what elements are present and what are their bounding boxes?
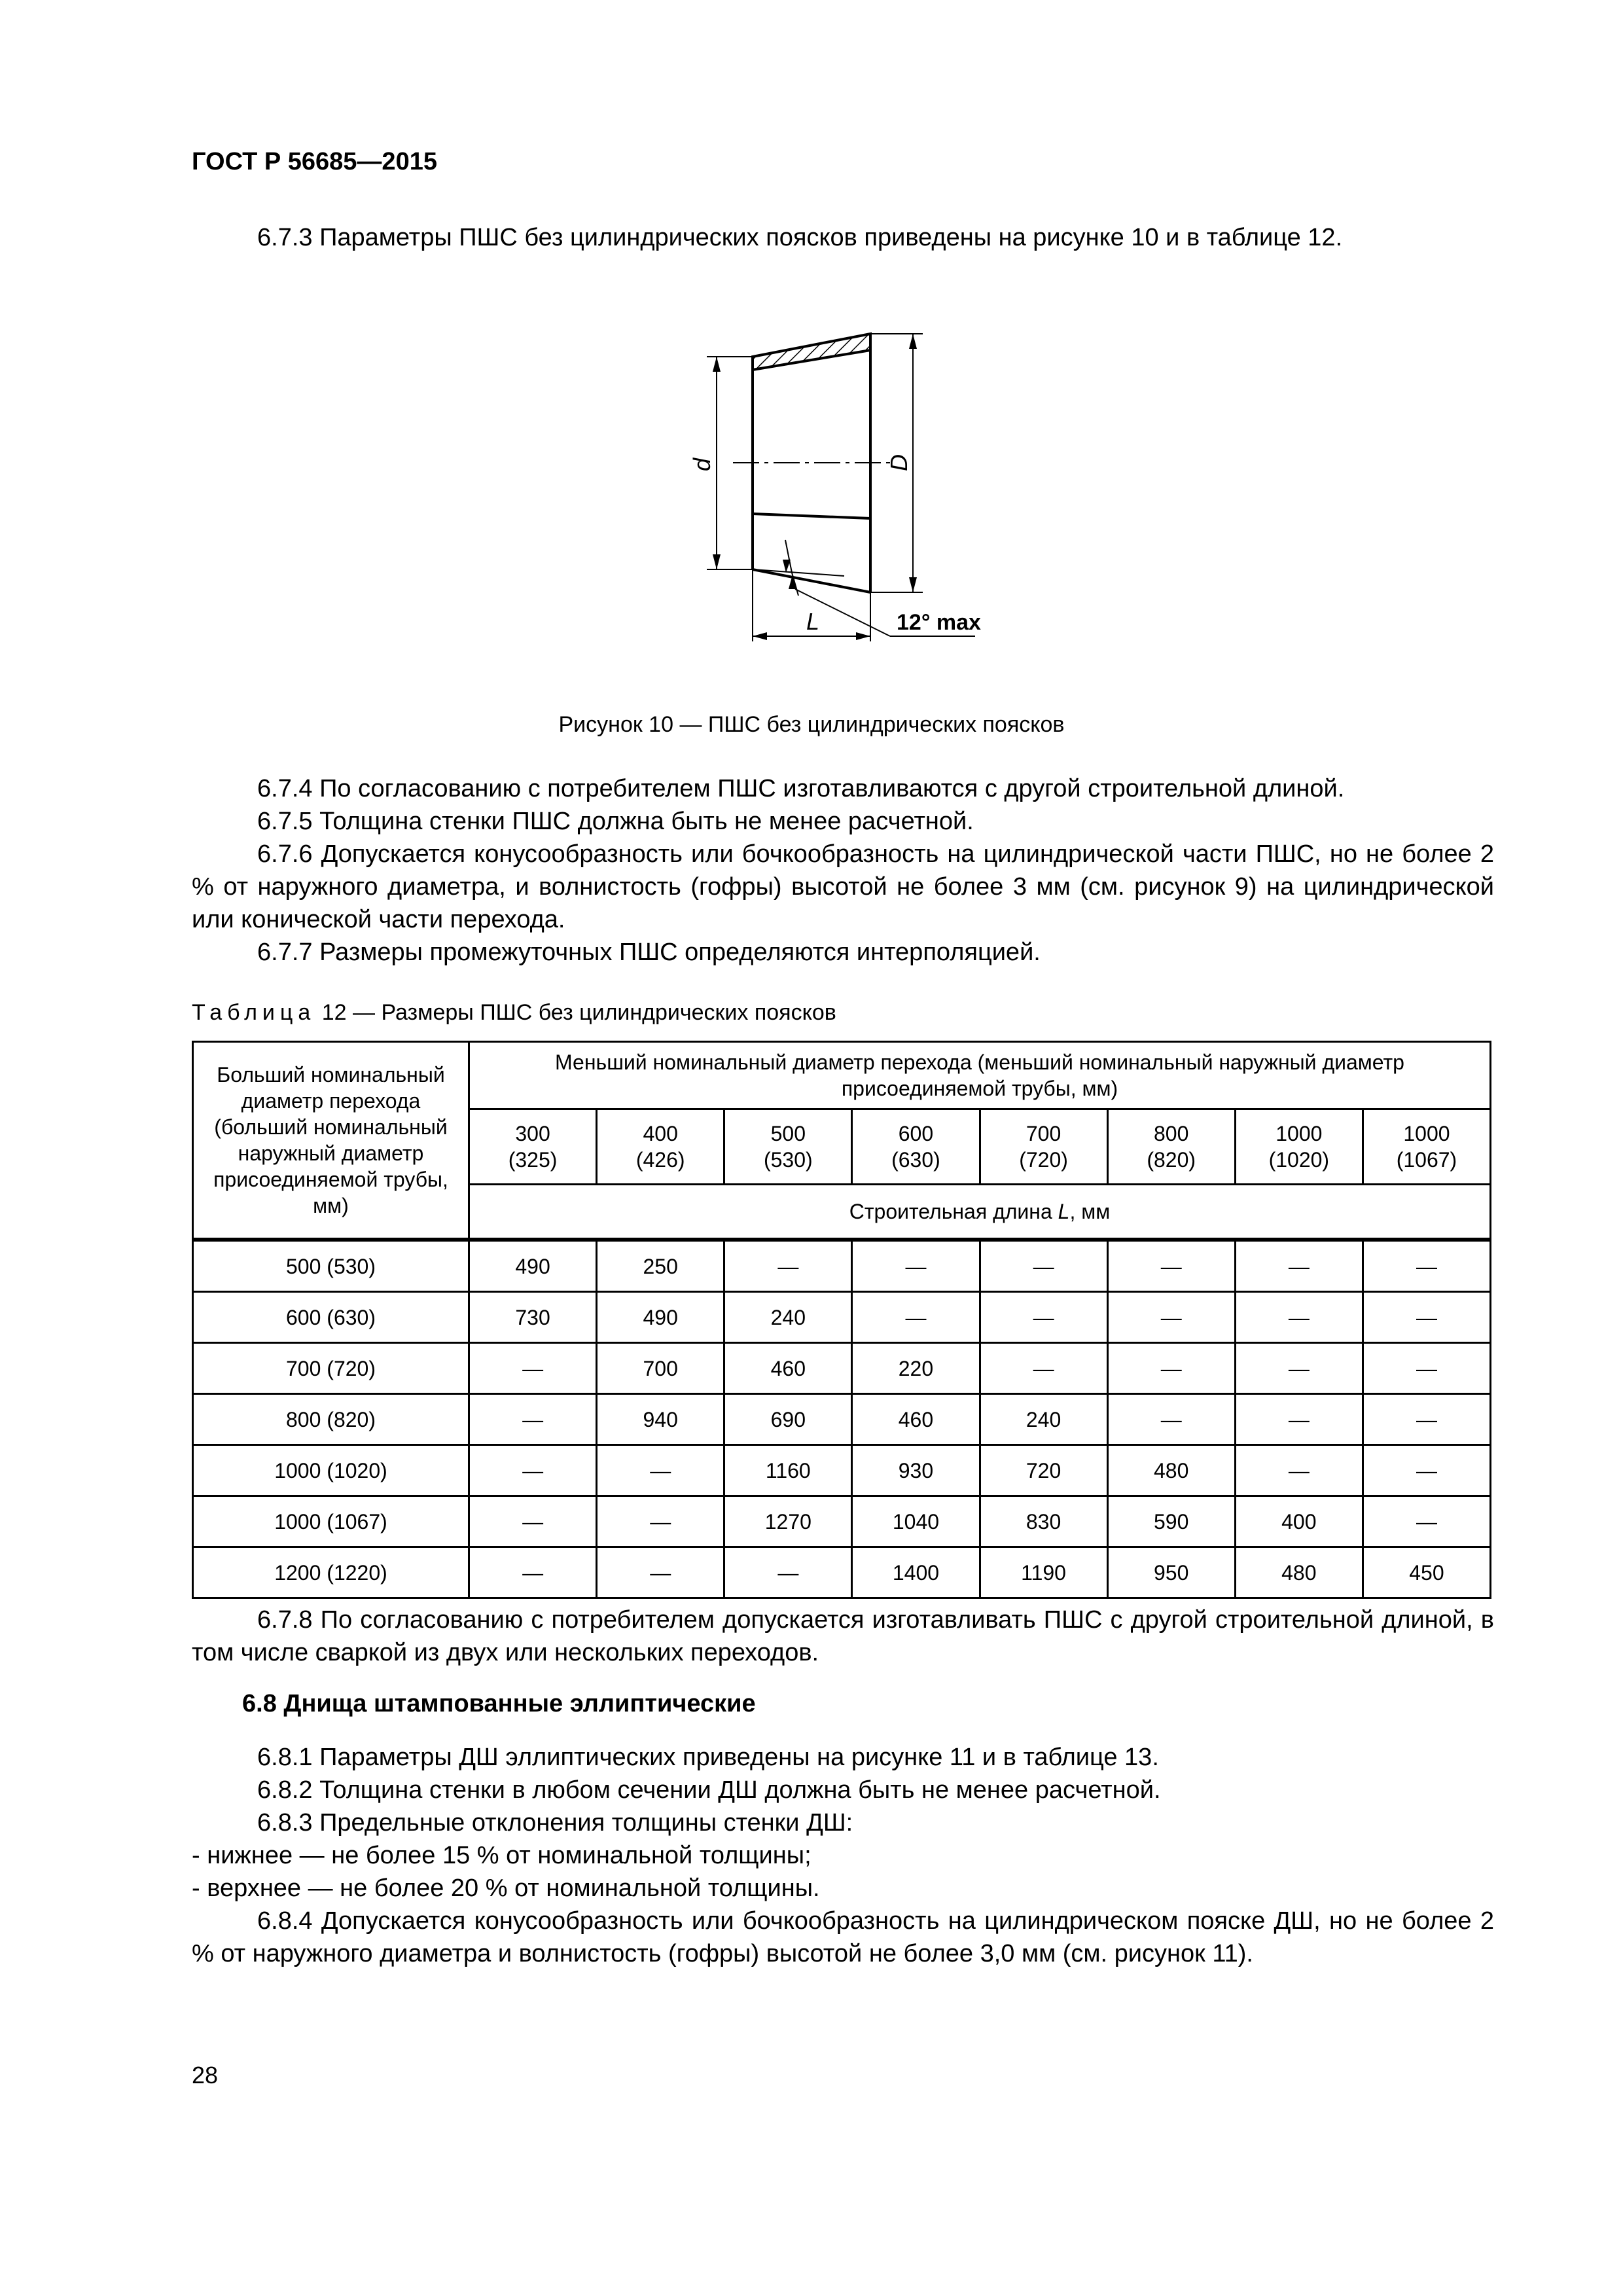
table-cell: 400: [1235, 1496, 1363, 1547]
table-cell: 480: [1107, 1445, 1235, 1496]
bottom-wall: [753, 569, 870, 592]
paragraph-6-7-4: 6.7.4 По согласованию с потребителем ПШС изготавливаются с другой строительной длиной.: [257, 775, 1345, 802]
paragraphs-6-7-4-to-6-7-7: [192, 772, 1494, 969]
table-cell: 830: [980, 1496, 1107, 1547]
paragraph-6-8-2: 6.8.2 Толщина стенки в любом сечении ДШ должна быть не менее расчетной.: [257, 1776, 1161, 1804]
table-cell: —: [1235, 1445, 1363, 1496]
row-label-cell: 1000 (1067): [193, 1496, 469, 1547]
row-label-cell: 1200 (1220): [193, 1547, 469, 1598]
table-12-caption: Таблица 12 — Размеры ПШС без цилиндрических поясков: [192, 1000, 836, 1025]
table-row: [193, 1496, 1491, 1547]
column-header: 700 (720): [980, 1109, 1107, 1185]
table-cell: 1040: [852, 1496, 980, 1547]
L-label: L: [806, 608, 820, 635]
section-6-8-body: [192, 1741, 1494, 1970]
table-cell: —: [1107, 1394, 1235, 1445]
table-cell: —: [1363, 1496, 1490, 1547]
row-label-cell: 800 (820): [193, 1394, 469, 1445]
row-header-cell: Больший номинальный диаметр перехода (больший номинальный наружный диаметр присоединяемой трубы, мм): [193, 1042, 469, 1240]
table-cell: 240: [724, 1292, 852, 1343]
table-row: [193, 1445, 1491, 1496]
table-cell: 1160: [724, 1445, 852, 1496]
table-cell: —: [980, 1292, 1107, 1343]
column-header: 500 (530): [724, 1109, 852, 1185]
column-header: 1000 (1067): [1363, 1109, 1490, 1185]
table-cell: —: [1235, 1292, 1363, 1343]
table-cell: —: [469, 1445, 597, 1496]
column-header: 300 (325): [469, 1109, 597, 1185]
table-cell: 930: [852, 1445, 980, 1496]
paragraph-6-7-5: 6.7.5 Толщина стенки ПШС должна быть не менее расчетной.: [257, 808, 974, 835]
row-label-cell: 700 (720): [193, 1343, 469, 1394]
paragraph-6-7-3: 6.7.3 Параметры ПШС без цилиндрических поясков приведены на рисунке 10 и в таблице 12.: [257, 224, 1343, 251]
table-cell: —: [1235, 1240, 1363, 1292]
table-cell: —: [852, 1240, 980, 1292]
inner-line: [753, 514, 870, 518]
table-cell: 590: [1107, 1496, 1235, 1547]
table-cell: 1190: [980, 1547, 1107, 1598]
table-cell: —: [469, 1547, 597, 1598]
d-label: d: [688, 457, 715, 471]
table-cell: —: [1363, 1240, 1490, 1292]
figure-10-caption: Рисунок 10 — ПШС без цилиндрических поясков: [558, 712, 1065, 737]
table-cell: —: [1363, 1343, 1490, 1394]
table-row: [193, 1394, 1491, 1445]
table-cell: —: [1363, 1292, 1490, 1343]
D-label: D: [885, 454, 912, 471]
table-cell: —: [724, 1240, 852, 1292]
table-row: [193, 1547, 1491, 1598]
paragraph-6-7-6: 6.7.6 Допускается конусообразность или бочкообразность на цилиндрической части ПШС, но не более 2 % от наружного диаметра, и волнистость (гофры) высотой не более 3 мм (см. рисунок 9) на цилиндрической или конической части перехода.: [192, 840, 1494, 933]
table-cell: —: [852, 1292, 980, 1343]
table-12: [192, 1041, 1491, 1599]
table-cell: —: [1235, 1394, 1363, 1445]
table-cell: 460: [852, 1394, 980, 1445]
table-cell: 460: [724, 1343, 852, 1394]
table-cell: 450: [1363, 1547, 1490, 1598]
table-cell: 220: [852, 1343, 980, 1394]
length-header: Строительная длина L, мм: [469, 1185, 1491, 1240]
table-cell: —: [724, 1547, 852, 1598]
table-cell: 1270: [724, 1496, 852, 1547]
paragraph-6-8-1: 6.8.1 Параметры ДШ эллиптических приведены на рисунке 11 и в таблице 13.: [257, 1744, 1159, 1771]
bullet-upper: - верхнее — не более 20 % от номинальной толщины.: [192, 1874, 820, 1902]
table-cell: —: [1107, 1343, 1235, 1394]
column-header: 800 (820): [1107, 1109, 1235, 1185]
table-cell: 480: [1235, 1547, 1363, 1598]
column-header: 1000 (1020): [1235, 1109, 1363, 1185]
bullet-lower: - нижнее — не более 15 % от номинальной толщины;: [192, 1842, 812, 1869]
column-group-header: Меньший номинальный диаметр перехода (меньший номинальный наружный диаметр присоединяемой трубы, мм): [469, 1042, 1491, 1109]
table-cell: 690: [724, 1394, 852, 1445]
paragraph-6-7-7: 6.7.7 Размеры промежуточных ПШС определяются интерполяцией.: [257, 939, 1041, 966]
table-cell: 950: [1107, 1547, 1235, 1598]
table-cell: —: [1363, 1445, 1490, 1496]
row-label-cell: 600 (630): [193, 1292, 469, 1343]
table-cell: —: [469, 1394, 597, 1445]
table-cell: —: [469, 1343, 597, 1394]
table-cell: 940: [597, 1394, 724, 1445]
top-wall-hatched: [753, 334, 870, 370]
figure-10-drawing: [688, 314, 1073, 655]
paragraph-6-8-4: 6.8.4 Допускается конусообразность или бочкообразность на цилиндрическом пояске ДШ, но не более 2 % от наружного диаметра и волнистость (гофры) высотой не более 3,0 мм (см. рисунок 11).: [192, 1907, 1494, 1967]
column-header: 600 (630): [852, 1109, 980, 1185]
table-cell: —: [980, 1240, 1107, 1292]
table-cell: —: [1107, 1292, 1235, 1343]
table-cell: 240: [980, 1394, 1107, 1445]
table-cell: 250: [597, 1240, 724, 1292]
table-row: [193, 1343, 1491, 1394]
section-6-8-title: 6.8 Днища штампованные эллиптические: [242, 1690, 756, 1717]
table-row: [193, 1240, 1491, 1292]
row-label-cell: 500 (530): [193, 1240, 469, 1292]
document-header: ГОСТ Р 56685—2015: [192, 148, 437, 175]
row-label-cell: 1000 (1020): [193, 1445, 469, 1496]
paragraph-6-7-8: 6.7.8 По согласованию с потребителем допускается изготавливать ПШС с другой строительной длиной, в том числе сваркой из двух или нескольких переходов.: [192, 1606, 1494, 1666]
angle-label: 12° max: [897, 610, 981, 635]
table-cell: 720: [980, 1445, 1107, 1496]
table-cell: —: [597, 1496, 724, 1547]
table-cell: —: [980, 1343, 1107, 1394]
table-cell: —: [1235, 1343, 1363, 1394]
table-cell: —: [1107, 1240, 1235, 1292]
table-row: [193, 1292, 1491, 1343]
table-cell: —: [1363, 1394, 1490, 1445]
paragraph-6-8-3: 6.8.3 Предельные отклонения толщины стенки ДШ:: [257, 1809, 853, 1837]
table-cell: —: [469, 1496, 597, 1547]
table-cell: —: [597, 1547, 724, 1598]
table-cell: 700: [597, 1343, 724, 1394]
table-cell: 1400: [852, 1547, 980, 1598]
column-header: 400 (426): [597, 1109, 724, 1185]
table-cell: 490: [597, 1292, 724, 1343]
table-cell: 730: [469, 1292, 597, 1343]
page-number: 28: [192, 2062, 219, 2089]
table-cell: —: [597, 1445, 724, 1496]
table-cell: 490: [469, 1240, 597, 1292]
